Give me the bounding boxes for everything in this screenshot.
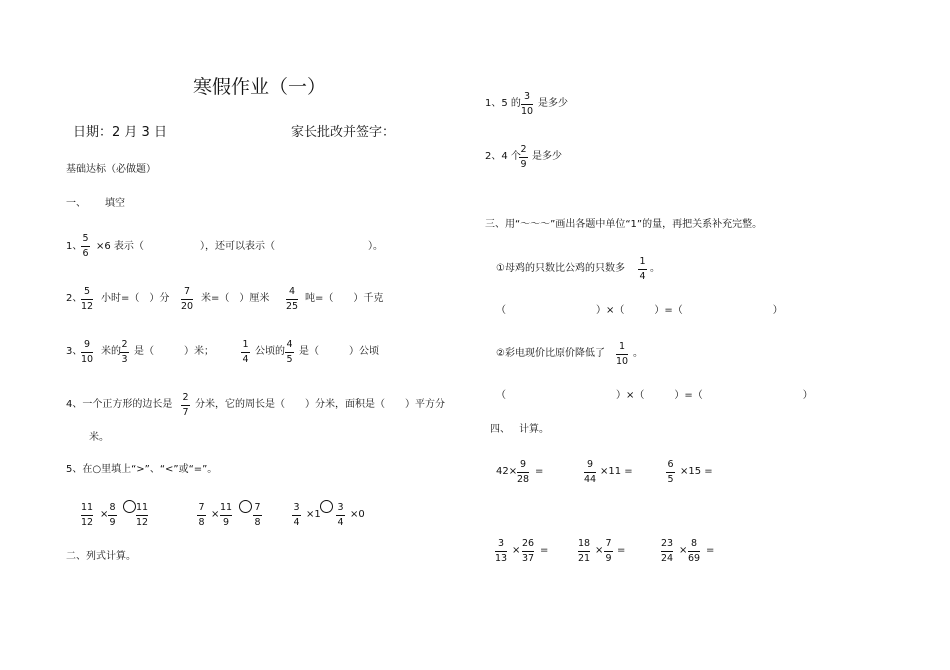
numerator: 6 [667,459,674,470]
q3-text-1: 米的 [101,346,121,357]
r2-prefix: 2、4 个 [485,151,521,162]
section-3: 三、用“～～～”画出各题中单位“1”的量，再把关系补充完整。 [485,219,763,230]
numerator: 8 [109,502,116,513]
numerator: 2 [121,339,128,350]
numerator: 2 [182,392,189,403]
numerator: 3 [524,91,531,102]
q5a-operator: × [100,509,109,520]
q4-text-2: 分米，它的周长是（ ）分米，面积是（ ）平方分 [195,399,445,410]
numerator: 9 [587,459,594,470]
denominator: 37 [522,552,535,564]
section-4-num: 四、 [490,424,510,435]
fill-heading-label: 填空 [105,198,125,209]
q5a-fraction-1 [81,503,93,527]
q1-text: ×6 表示（ [96,241,144,252]
denominator: 9 [605,552,612,564]
q2-text-2: 米=（ ）厘米 [201,293,270,304]
q3-fraction-1 [81,340,93,364]
s3b-text: ②彩电现价比原价降低了 [496,348,605,359]
denominator: 44 [584,473,597,485]
calc-a-lead: 42× [496,466,518,477]
denominator: 28 [517,473,530,485]
numerator: 23 [661,538,674,549]
numerator: 9 [84,339,91,350]
calc-d-fraction-1 [495,539,507,563]
q5c-fraction-2 [336,503,345,527]
calc-e-eq: = [617,545,626,556]
numerator: 4 [286,339,293,350]
numerator: 1 [242,339,249,350]
page-title: 寒假作业（一） [193,76,327,98]
q3-fraction-3 [241,340,250,364]
q5c-operator: ×1 [306,509,321,520]
denominator: 4 [337,516,344,528]
numerator: 1 [619,341,626,352]
s3a-text: ①母鸡的只数比公鸡的只数多 [496,263,625,274]
numerator: 3 [498,538,505,549]
denominator: 10 [81,353,94,365]
calc-d-operator: × [512,545,521,556]
date-label: 日期：2 月 3 日 [73,125,167,140]
parent-sign-label: 家长批改并签字： [291,125,396,140]
q1-text-3: ）。 [368,241,383,252]
fill-heading-num: 一、 [66,198,86,209]
calc-c-fraction [666,460,675,484]
s3b-fill-line: （ ）×（ ）=（ ） [496,390,813,401]
calc-f-eq: = [706,545,715,556]
calc-f-operator: × [679,545,688,556]
denominator: 10 [616,355,629,367]
numerator: 2 [520,144,527,155]
q5a-fraction-3 [136,503,148,527]
denominator: 12 [81,516,94,528]
denominator: 4 [242,353,249,365]
q2-fraction-3 [286,287,298,311]
denominator: 69 [688,552,701,564]
calc-f-fraction-2 [688,539,700,563]
calc-a-eq: = [535,466,544,477]
numerator: 5 [82,233,89,244]
denominator: 12 [136,516,149,528]
q3-fraction-4 [285,340,294,364]
q2-fraction-2 [181,287,193,311]
r2-tail: 是多少 [532,151,562,162]
q2-text-1: 小时=（ ）分 [101,293,170,304]
q3-text-4: 是（ ）公顷 [299,346,379,357]
denominator: 9 [109,516,116,528]
s3a-fill-line: （ ）×（ ）=（ ） [496,305,783,316]
q5b-fraction-3 [253,503,262,527]
denominator: 5 [667,473,674,485]
denominator: 4 [639,270,646,282]
q5c-fraction-1 [292,503,301,527]
calc-d-fraction-2 [522,539,534,563]
numerator: 11 [220,502,233,513]
denominator: 5 [286,353,293,365]
q3-fraction-2 [120,340,129,364]
s3a-fraction [638,257,647,281]
answer-circle[interactable] [239,500,252,513]
calc-e-operator: × [595,545,604,556]
q3-prefix: 3、 [66,346,83,357]
denominator: 10 [521,105,534,117]
calc-c-tail: ×15 = [680,466,713,477]
denominator: 6 [82,247,89,259]
calc-a-fraction [517,460,529,484]
numerator: 7 [605,538,612,549]
denominator: 12 [81,300,94,312]
r1-fraction [521,92,533,116]
q5b-fraction-1 [197,503,206,527]
q1-prefix: 1、 [66,241,83,252]
denominator: 8 [254,516,261,528]
q5-text: 5、在○里填上“>”、“<”或“=”。 [66,464,218,475]
q5b-operator: × [211,509,220,520]
numerator: 3 [293,502,300,513]
numerator: 26 [522,538,535,549]
r1-prefix: 1、5 的 [485,98,521,109]
numerator: 7 [184,286,191,297]
calc-e-fraction-2 [604,539,613,563]
numerator: 11 [136,502,149,513]
q3-text-3: 公顷的 [255,346,285,357]
q4-text-3: 米。 [89,432,109,443]
numerator: 7 [254,502,261,513]
denominator: 9 [520,158,527,170]
q3-text-2: 是（ ）米； [134,346,214,357]
q2-text-3: 吨=（ ）千克 [305,293,384,304]
q4-text: 4、一个正方形的边长是 [66,399,173,410]
numerator: 18 [578,538,591,549]
calc-b-fraction [584,460,596,484]
q5a-fraction-2 [108,503,117,527]
r1-tail: 是多少 [538,98,568,109]
denominator: 20 [181,300,194,312]
s3a-end: 。 [650,263,660,274]
denominator: 13 [495,552,508,564]
section-2: 二、列式计算。 [66,551,136,562]
q5c-tail: ×0 [350,509,365,520]
numerator: 9 [520,459,527,470]
denominator: 9 [223,516,230,528]
calc-d-eq: = [540,545,549,556]
numerator: 8 [691,538,698,549]
answer-circle[interactable] [123,500,136,513]
numerator: 5 [84,286,91,297]
section-4-label: 计算。 [519,424,549,435]
q2-fraction-1 [81,287,93,311]
q1-fraction [81,234,90,258]
denominator: 4 [293,516,300,528]
q4-fraction [181,393,190,417]
numerator: 3 [337,502,344,513]
answer-circle[interactable] [320,500,333,513]
numerator: 11 [81,502,94,513]
q2-prefix: 2、 [66,293,83,304]
q5b-fraction-2 [220,503,232,527]
numerator: 4 [289,286,296,297]
s3b-fraction [616,342,628,366]
denominator: 7 [182,406,189,418]
numerator: 7 [198,502,205,513]
section-basic: 基础达标（必做题） [66,164,156,175]
calc-e-fraction-1 [578,539,590,563]
denominator: 25 [286,300,299,312]
calc-f-fraction-1 [661,539,673,563]
denominator: 3 [121,353,128,365]
s3b-end: 。 [633,348,643,359]
denominator: 24 [661,552,674,564]
calc-b-tail: ×11 = [600,466,633,477]
denominator: 8 [198,516,205,528]
q1-text-2: ），还可以表示（ [200,241,275,252]
numerator: 1 [639,256,646,267]
r2-fraction [519,145,528,169]
denominator: 21 [578,552,591,564]
